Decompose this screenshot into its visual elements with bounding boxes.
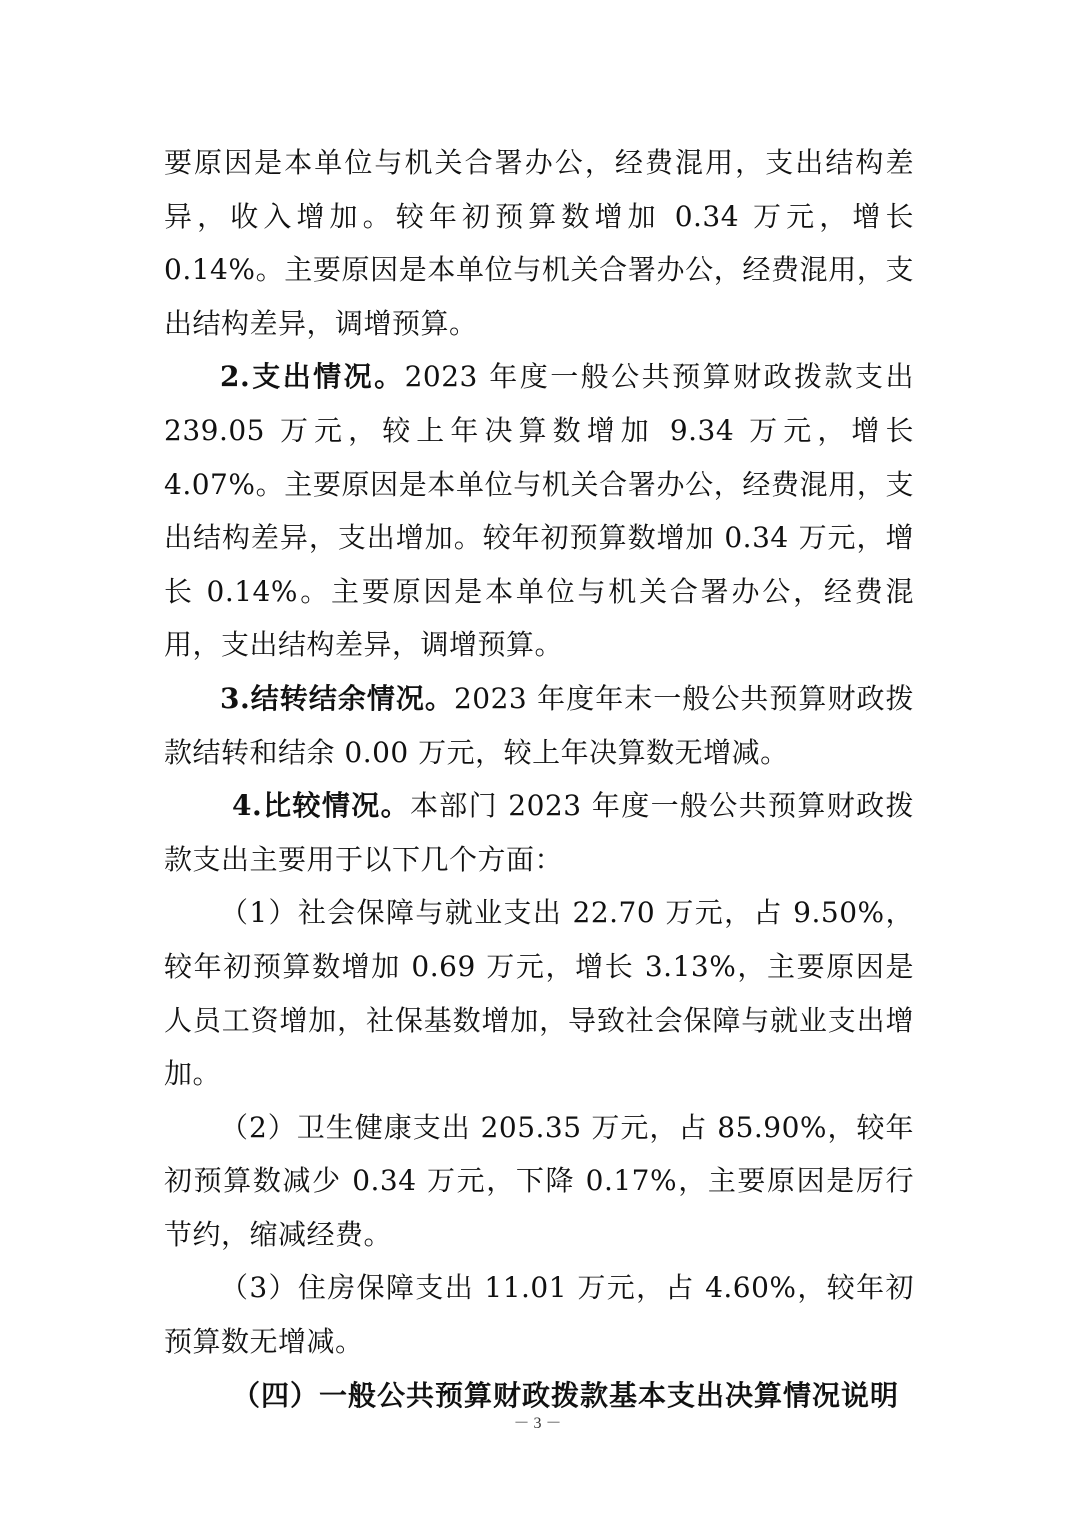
paragraph-expenditure-title: 2.支出情况。	[220, 360, 405, 394]
paragraph-expenditure-body: 2023 年度一般公共预算财政拨款支出 239.05 万元，较上年决算数增加 9.34 万元，增长 4.07%。主要原因是本单位与机关合署办公，经费混用，支出结构差异，支出增加。较年初预算数增加 0.34 万元，增长 0.14%。主要原因是本单位与机关合署办公，经费混用，支出结构差异，调增预算。	[164, 360, 914, 662]
paragraph-income-continued: 要原因是本单位与机关合署办公，经费混用，支出结构差异，收入增加。较年初预算数增加 0.34 万元，增长 0.14%。主要原因是本单位与机关合署办公，经费混用，支出结构差异，调增预算。	[164, 146, 914, 340]
paragraph-expenditure	[164, 350, 914, 672]
document-body	[164, 136, 914, 1422]
section-heading: （四）一般公共预算财政拨款基本支出决算情况说明	[232, 1378, 900, 1412]
page-number: － 3 －	[513, 1415, 562, 1432]
paragraph-comparison-title: 4.比较情况。	[232, 789, 410, 823]
paragraph-housing: （3）住房保障支出 11.01 万元，占 4.60%，较年初预算数无增减。	[164, 1271, 914, 1359]
paragraph-social-security: （1）社会保障与就业支出 22.70 万元，占 9.50%，较年初预算数增加 0.69 万元，增长 3.13%，主要原因是人员工资增加，社保基数增加，导致社会保障与就业支出增加。	[164, 896, 914, 1091]
paragraph-carryover	[164, 672, 914, 779]
paragraph-comparison-body: 本部门 2023 年度一般公共预算财政拨款支出主要用于以下几个方面：	[164, 789, 915, 876]
paragraph-carryover-body: 2023 年度年末一般公共预算财政拨款结转和结余 0.00 万元，较上年决算数无增减。	[164, 681, 914, 769]
paragraph-health: （2）卫生健康支出 205.35 万元，占 85.90%，较年初预算数减少 0.34 万元，下降 0.17%，主要原因是厉行节约，缩减经费。	[164, 1110, 914, 1251]
paragraph-comparison	[164, 779, 914, 886]
paragraph-carryover-title: 3.结转结余情况。	[220, 681, 454, 715]
